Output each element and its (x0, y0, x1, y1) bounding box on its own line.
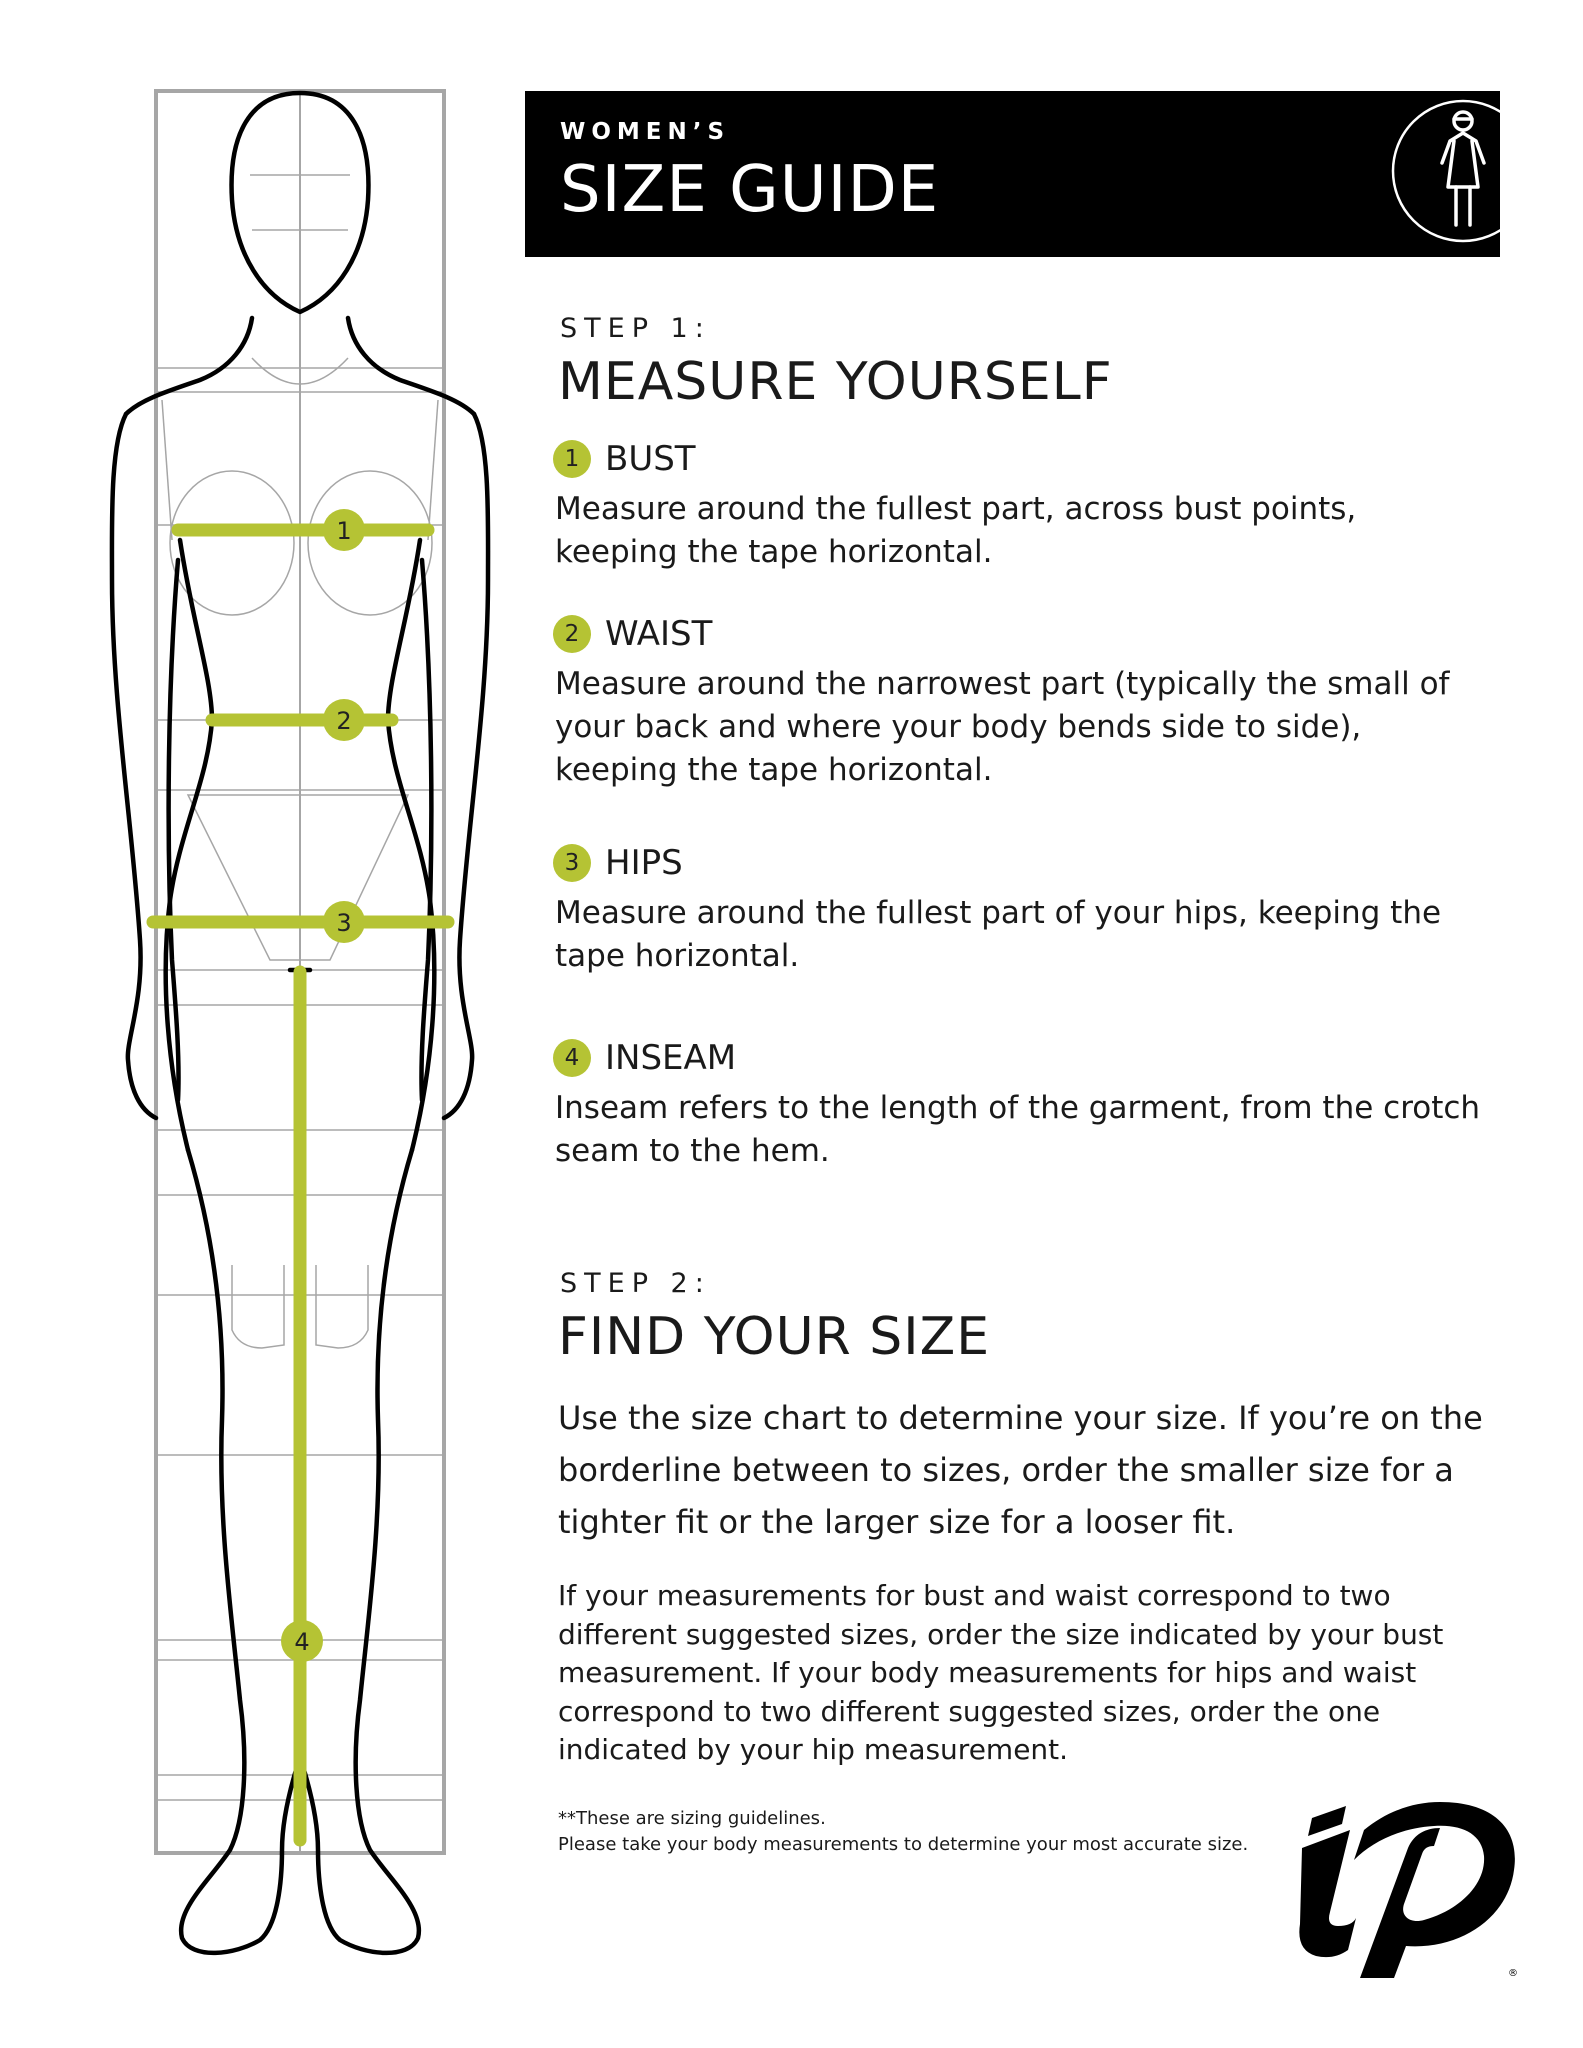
hips-number-badge: 3 (553, 844, 591, 882)
body-measurement-figure (0, 0, 500, 2048)
marker-4: 4 (294, 1628, 310, 1656)
header-eyebrow: WOMEN’S (560, 119, 731, 145)
bust-label: BUST (605, 439, 696, 479)
hips-description: Measure around the fullest part of your hips, keeping the tape horizontal. (555, 895, 1442, 974)
step2-note: If your measurements for bust and waist correspond to two different suggested sizes, order the size indicated by your bust measurement. If your body measurements for hips and waist correspond to two different suggested sizes, order the one indicated by your hip measurement. (558, 1579, 1444, 1766)
marker-1: 1 (336, 517, 352, 545)
waist-description: Measure around the narrowest part (typically the small of your back and where your body bends side to side), keeping the tape horizontal. (555, 666, 1450, 788)
bust-number-badge: 1 (553, 440, 591, 478)
woman-figure-icon (1370, 91, 1500, 257)
disclaimer-line-2: Please take your body measurements to determine your most accurate size. (558, 1834, 1249, 1855)
step2-eyebrow: STEP 2: (560, 1268, 711, 1299)
inseam-label: INSEAM (605, 1038, 737, 1078)
svg-text:®: ® (1508, 1968, 1518, 1979)
inseam-number-badge: 4 (553, 1039, 591, 1077)
measure-hips-heading (553, 843, 683, 883)
header-bar (525, 91, 1500, 257)
left-arm-outline (112, 414, 156, 1118)
right-arm-outline (444, 414, 488, 1118)
waist-number-badge: 2 (553, 615, 591, 653)
step2-title: FIND YOUR SIZE (558, 1307, 991, 1367)
left-leg-outline (181, 1150, 296, 1953)
step1-title: MEASURE YOURSELF (558, 352, 1113, 412)
brand-logo-icon (1290, 1800, 1520, 1980)
right-leg-outline (304, 1150, 419, 1953)
disclaimer-line-1: **These are sizing guidelines. (558, 1808, 826, 1829)
page-title: SIZE GUIDE (560, 153, 940, 227)
step1-eyebrow: STEP 1: (560, 313, 711, 344)
bust-description: Measure around the fullest part, across bust points, keeping the tape horizontal. (555, 491, 1357, 570)
waist-label: WAIST (605, 614, 713, 654)
measure-bust-heading (553, 439, 696, 479)
disclaimer (558, 1806, 1358, 1858)
inseam-description: Inseam refers to the length of the garment, from the crotch seam to the hem. (555, 1090, 1481, 1169)
step2-body: Use the size chart to determine your size. If you’re on the borderline between to sizes, order the smaller size for a tighter fit or the larger size for a looser fit. (558, 1399, 1483, 1541)
marker-3: 3 (336, 909, 352, 937)
measure-inseam-heading (553, 1038, 736, 1078)
hips-label: HIPS (605, 843, 683, 883)
marker-2: 2 (336, 707, 352, 735)
measure-waist-heading (553, 614, 712, 654)
